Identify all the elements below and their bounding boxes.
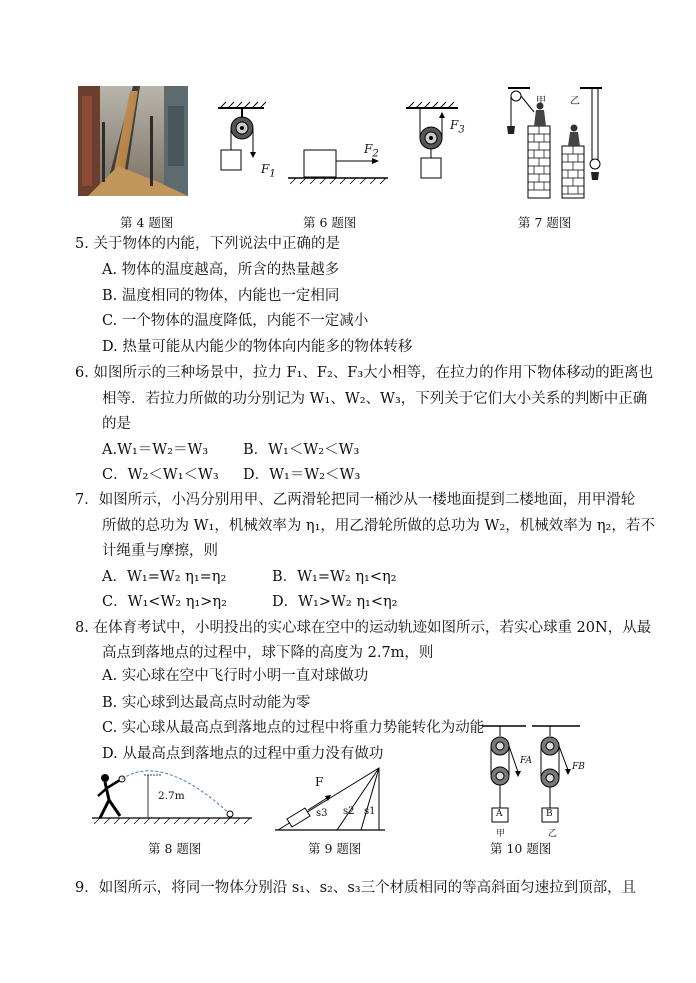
fig8-height-label: 2.7m: [158, 790, 185, 802]
q6-option-b: B．W₁＜W₂＜W₃: [243, 442, 360, 458]
q6-stem-line2: 相等．若拉力所做的功分别记为 W₁、W₂、W₃，下列关于它们大小关系的判断中正确: [102, 391, 648, 407]
fig9-caption: 第 9 题图: [308, 841, 362, 856]
q7-option-b: B．W₁=W₂ η₁<η₂: [272, 569, 397, 585]
fig7-yi-label: 乙: [570, 96, 580, 107]
q8-option-a: A. 实心球在空中飞行时小明一直对球做功: [102, 668, 369, 684]
fig6-f1-label: $F_1$: [261, 162, 276, 180]
fig7-jia-label: 甲: [536, 96, 546, 107]
fig10-a-label: A: [496, 809, 503, 819]
fig10-b-label: B: [546, 809, 553, 819]
fig10-fb-label: FB: [572, 762, 585, 772]
fig10-fa-label: FA: [520, 756, 532, 766]
q8-stem-line2: 高点到落地点的过程中，球下降的高度为 2.7m，则: [102, 645, 434, 661]
fig6-f3-label: $F_3$: [450, 118, 465, 136]
q5-option-c: C. 一个物体的温度降低，内能不一定减小: [102, 313, 369, 329]
q6-stem-line3: 的是: [102, 416, 131, 432]
q5-option-b: B. 温度相同的物体，内能也一定相同: [102, 288, 340, 304]
q5-stem: 5. 关于物体的内能，下列说法中正确的是: [75, 236, 340, 252]
fig9-inclines: [275, 764, 385, 834]
fig10-pulley-blocks: [480, 722, 595, 837]
q6-option-a: A.W₁＝W₂＝W₃: [102, 442, 209, 458]
fig9-s3-label: s3: [316, 808, 328, 819]
fig4-caption: 第 4 题图: [120, 215, 174, 230]
fig10-caption: 第 10 题图: [490, 841, 552, 856]
fig10-yi-label: 乙: [548, 829, 558, 839]
pulley-yi: [541, 726, 571, 822]
tower-left: [528, 103, 550, 199]
q7-stem-line2: 所做的总功为 W₁，机械效率为 η₁，用乙滑轮所做的总功为 W₂，机械效率为 η₂，若不: [102, 518, 655, 534]
fig9-s1-label: s1: [364, 806, 376, 817]
q5-option-d: D. 热量可能从内能少的物体向内能多的物体转移: [102, 339, 413, 355]
fig10-jia-label: 甲: [496, 829, 506, 839]
q7-stem-line1: 7．如图所示，小冯分别用甲、乙两滑轮把同一桶沙从一楼地面提到二楼地面，用甲滑轮: [75, 492, 636, 508]
q5-option-a: A. 物体的温度越高，所含的热量越多: [102, 262, 340, 278]
fig8-caption: 第 8 题图: [148, 841, 202, 856]
fig6-caption: 第 6 题图: [303, 215, 357, 230]
fig6-f2-label: $F_2$: [364, 142, 379, 160]
q6-stem-line1: 6. 如图所示的三种场景中，拉力 F₁、F₂、F₃大小相等，在拉力的作用下物体移动的距离也: [75, 365, 654, 381]
q9-stem-line1: 9．如图所示，将同一物体分别沿 s₁、s₂、s₃三个材质相同的等高斜面匀速拉到顶部，且: [75, 880, 637, 896]
q6-option-d: D．W₁＝W₂＜W₃: [243, 467, 361, 483]
q7-option-d: D．W₁>W₂ η₁<η₂: [272, 594, 398, 610]
fig7-pulley-towers: [500, 84, 610, 199]
q6-option-c: C．W₂＜W₁＜W₃: [102, 467, 219, 483]
fig9-force-label: F: [315, 775, 324, 789]
q8-option-d: D. 从最高点到落地点的过程中重力没有做功: [102, 746, 384, 762]
fig9-s2-label: s2: [343, 806, 355, 817]
fig7-caption: 第 7 题图: [518, 215, 572, 230]
pulley-jia: [491, 726, 521, 822]
q7-option-c: C．W₁<W₂ η₁>η₂: [102, 594, 227, 610]
q8-option-c: C. 实心球从最高点到落地点的过程中将重力势能转化为动能: [102, 720, 485, 736]
q8-stem-line1: 8. 在体育考试中，小明投出的实心球在空中的运动轨迹如图所示，若实心球重 20N，从最: [75, 620, 652, 636]
tower-right: [562, 125, 584, 199]
q7-stem-line3: 计绳重与摩擦，则: [102, 543, 218, 559]
q7-option-a: A．W₁=W₂ η₁=η₂: [102, 569, 227, 585]
fig4-photo: [78, 86, 188, 196]
fig6-movable-pulley: [400, 100, 470, 185]
q8-option-b: B. 实心球到达最高点时动能为零: [102, 695, 311, 711]
